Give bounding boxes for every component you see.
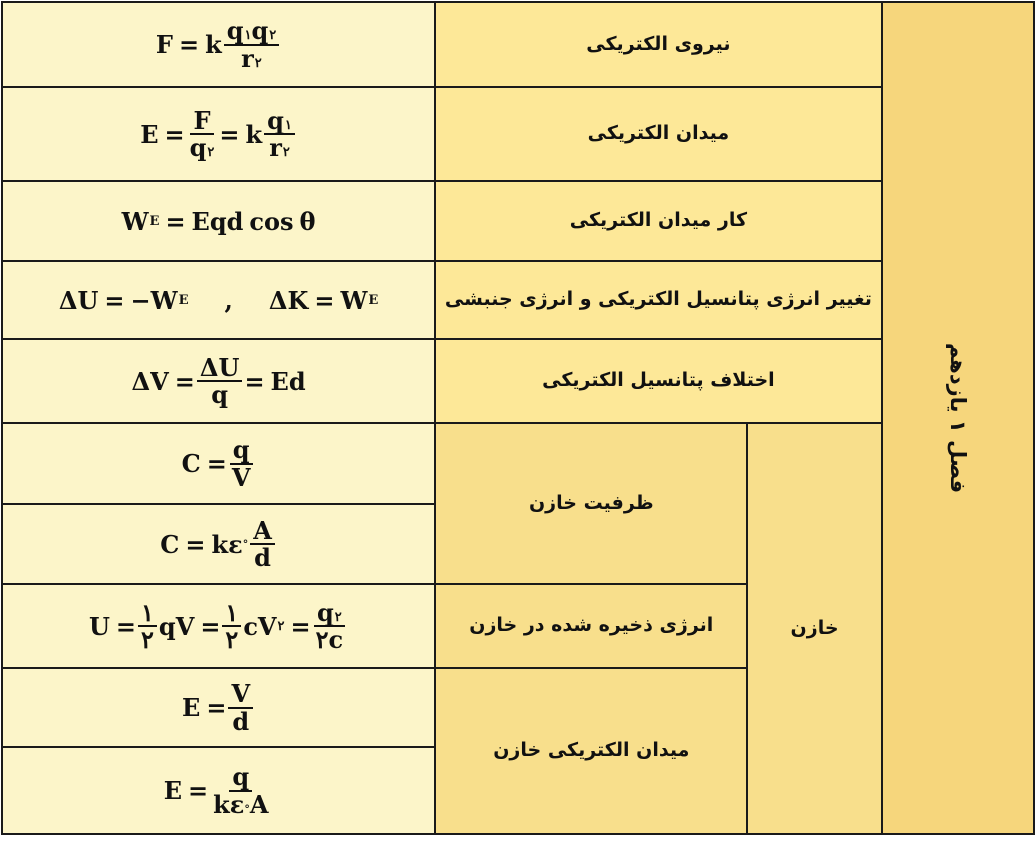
topic-field-work: کار میدان الکتریکی bbox=[435, 181, 882, 261]
topic-potential-difference: اختلاف پتانسیل الکتریکی bbox=[435, 339, 882, 423]
topic-energy-change: تغییر انرژی پتانسیل الکتریکی و انرژی جنبشی bbox=[435, 261, 882, 339]
topic-capacitor: خازن bbox=[747, 423, 881, 834]
chapter-label: فصل ۱ یازدهم bbox=[945, 342, 970, 494]
formula-table bbox=[1, 1, 1035, 835]
topic-electric-force: نیروی الکتریکی bbox=[435, 2, 882, 87]
chapter-label-cell bbox=[882, 2, 1034, 834]
topic-electric-field: میدان الکتریکی bbox=[435, 87, 882, 181]
formula-energy-change: Δ U = − W E , Δ K = W E bbox=[2, 261, 435, 339]
formula-capacitance-charge: C = $\frac{q}{V}$ bbox=[2, 423, 435, 504]
formula-potential-difference: Δ V = Δ U q = Ed bbox=[2, 339, 435, 423]
topic-capacitor-field: میدان الکتریکی خازن bbox=[435, 668, 747, 834]
formula-capacitor-field-charge: E = q k ε ° A bbox=[2, 747, 435, 834]
formula-coulomb-law: F = k q ۱ q ۲ r ۲ bbox=[2, 2, 435, 87]
formula-capacitor-field-voltage: E = $\frac{V}{d}$ bbox=[2, 668, 435, 747]
topic-capacitance: ظرفیت خازن bbox=[435, 423, 747, 584]
formula-stored-energy: U = $\frac{۱}{۲}$ qV = $\frac{۱}{۲}$ cV ۲ = q ۲ ۲c bbox=[2, 584, 435, 668]
topic-stored-energy: انرژی ذخیره شده در خازن bbox=[435, 584, 747, 668]
formula-field-work: W E = Eqd cos θ bbox=[2, 181, 435, 261]
formula-electric-field: E = F q ۲ = k q ۱ r ۲ bbox=[2, 87, 435, 181]
formula-capacitance-geometry: C = k ε ° $\frac{A}{d}$ bbox=[2, 504, 435, 584]
